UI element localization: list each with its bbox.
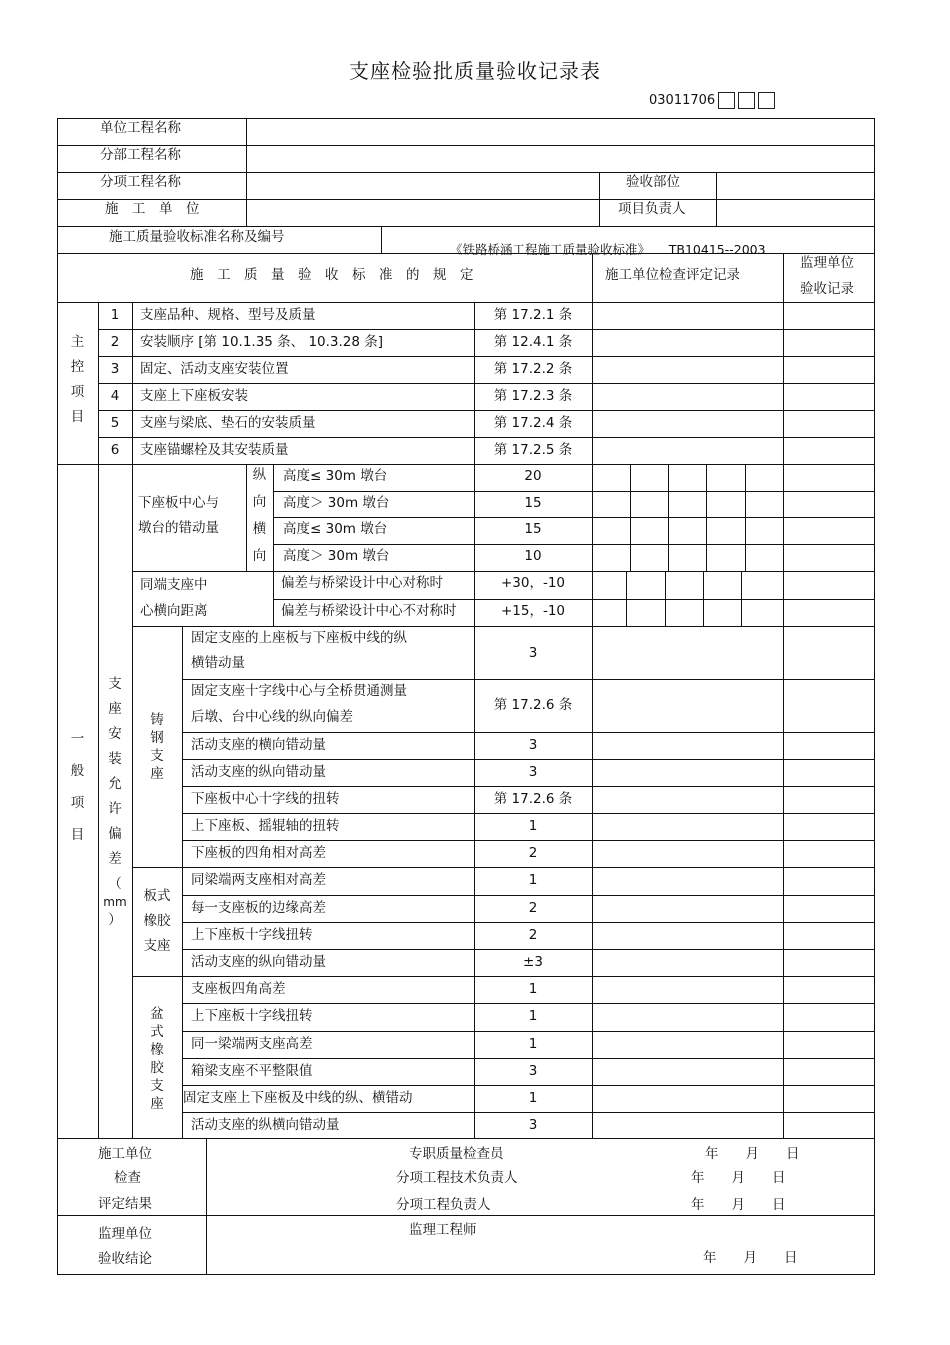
grid-line — [57, 464, 875, 465]
item-name: 横错动量 — [191, 655, 245, 671]
item-name: 支座锚螺栓及其安装质量 — [140, 442, 289, 458]
grid-line — [182, 732, 875, 733]
same-end-label: 心横向距离 — [140, 603, 208, 619]
construction-unit-footer-label: 评定结果 — [98, 1196, 152, 1212]
item-name: 下座板的四角相对高差 — [191, 845, 326, 861]
grid-line — [98, 410, 875, 411]
item-name: 活动支座的纵向错动量 — [191, 764, 326, 780]
standard-ref: 第 17.2.1 条 — [493, 307, 573, 323]
grid-line — [273, 599, 875, 600]
grid-line — [182, 1112, 875, 1113]
grid-line — [706, 464, 707, 571]
tolerance-value: 3 — [528, 1117, 538, 1133]
grid-line — [98, 329, 875, 330]
grid-line — [182, 922, 875, 923]
grid-line — [132, 571, 875, 572]
tolerance-value: 1 — [528, 818, 538, 834]
standard-ref: 第 17.2.5 条 — [493, 442, 573, 458]
supervise-column-header: 监理单位 — [800, 255, 854, 271]
item-name: 上下座板十字线扭转 — [191, 1008, 313, 1024]
basin-bearing-label: 胶 — [150, 1060, 164, 1076]
item-leader-label: 分项工程负责人 — [396, 1197, 491, 1213]
allowable-deviation-label: 座 — [108, 701, 122, 717]
grid-line — [246, 118, 247, 226]
item-name: 箱梁支座不平整限值 — [191, 1063, 313, 1079]
grid-line — [592, 253, 593, 302]
standard-ref: 第 17.2.3 条 — [493, 388, 573, 404]
item-name: 活动支座的纵横向错动量 — [191, 1117, 340, 1133]
tolerance-value: 1 — [528, 981, 538, 997]
code-checkbox[interactable] — [718, 92, 735, 109]
grid-line — [182, 1058, 875, 1059]
grid-line — [182, 1003, 875, 1004]
row-number: 2 — [110, 334, 120, 350]
supervision-footer-label: 监理单位 — [98, 1226, 152, 1242]
tolerance-value: 1 — [528, 1090, 538, 1106]
allowable-deviation-label: 支 — [108, 676, 122, 692]
grid-line — [182, 786, 875, 787]
rubber-plate-label: 橡胶 — [143, 913, 171, 929]
basin-bearing-label: 式 — [150, 1024, 164, 1040]
tolerance-value: +15，-10 — [500, 603, 566, 619]
unit-project-label: 单位工程名称 — [100, 120, 181, 136]
allowable-deviation-label: mm — [103, 895, 127, 909]
item-project-label: 分项工程名称 — [100, 174, 181, 190]
grid-line — [57, 199, 875, 200]
allowable-deviation-label: ） — [108, 912, 122, 928]
grid-line — [182, 1031, 875, 1032]
item-name: 同一梁端两支座高差 — [191, 1036, 313, 1052]
row-number: 1 — [110, 307, 120, 323]
tolerance-value: 3 — [528, 645, 538, 661]
direction-label: 横 — [252, 521, 267, 537]
tolerance-value: 3 — [528, 764, 538, 780]
acceptance-part-label: 验收部位 — [626, 174, 680, 190]
rubber-plate-label: 支座 — [143, 938, 171, 954]
spec-column-header: 施 工 质 量 验 收 标 准 的 规 定 — [190, 267, 474, 283]
date-placeholder: 年 月 日 — [705, 1146, 800, 1162]
grid-line — [745, 464, 746, 571]
grid-line — [98, 437, 875, 438]
grid-line — [98, 302, 875, 303]
grid-line — [57, 226, 875, 227]
main-items-label: 目 — [70, 409, 85, 425]
allowable-deviation-label: 装 — [108, 751, 122, 767]
allowable-deviation-label: 偏 — [108, 826, 122, 842]
grid-line — [132, 302, 133, 464]
item-name: 支座与梁底、垫石的安装质量 — [140, 415, 316, 431]
grid-line — [57, 145, 875, 146]
grid-line — [182, 949, 875, 950]
direction-label: 纵 — [252, 467, 267, 483]
grid-line — [668, 464, 669, 571]
grid-line — [132, 626, 875, 627]
grid-line — [665, 571, 666, 626]
cast-steel-label: 钢 — [150, 730, 164, 746]
item-name: 高度＞ 30m 墩台 — [283, 548, 390, 564]
row-number: 4 — [110, 388, 120, 404]
basin-bearing-label: 座 — [150, 1096, 164, 1112]
grid-line — [599, 172, 600, 226]
tolerance-value: 10 — [524, 548, 542, 564]
same-end-label: 同端支座中 — [140, 577, 208, 593]
item-name: 固定支座上下座板及中线的纵、横错动 — [183, 1090, 413, 1106]
date-placeholder: 年 月 日 — [691, 1197, 786, 1213]
tolerance-value: 第 17.2.6 条 — [493, 791, 573, 807]
tolerance-value: 1 — [528, 872, 538, 888]
item-name: 上下座板、摇辊轴的扭转 — [191, 818, 340, 834]
tolerance-value: 2 — [528, 927, 538, 943]
standard-label: 施工质量验收标准名称及编号 — [109, 229, 285, 245]
form-code-number: 03011706 — [649, 93, 716, 108]
standard-ref: 第 12.4.1 条 — [493, 334, 573, 350]
tolerance-value: 20 — [524, 468, 542, 484]
project-leader-label: 项目负责人 — [618, 201, 686, 217]
grid-line — [592, 302, 593, 464]
rubber-plate-label: 板式 — [143, 888, 171, 904]
item-name: 下座板中心十字线的扭转 — [191, 791, 340, 807]
engineer-label: 监理工程师 — [409, 1222, 477, 1238]
tolerance-value: 3 — [528, 1063, 538, 1079]
standard-value: 《铁路桥涵工程施工质量验收标准》 TB10415--2003 — [450, 242, 766, 257]
item-name: 活动支座的横向错动量 — [191, 737, 326, 753]
item-name: 高度＞ 30m 墩台 — [283, 495, 390, 511]
grid-line — [206, 1138, 207, 1275]
grid-line — [630, 464, 631, 571]
tolerance-value: 1 — [528, 1036, 538, 1052]
general-items-label: 一 — [70, 731, 85, 747]
tolerance-value: 15 — [524, 521, 542, 537]
basin-bearing-label: 橡 — [150, 1042, 164, 1058]
offset-label: 墩台的错动量 — [138, 520, 219, 536]
tolerance-value: 1 — [528, 1008, 538, 1024]
construction-unit-label: 施 工 单 位 — [105, 201, 200, 217]
offset-label: 下座板中心与 — [138, 495, 219, 511]
cast-steel-label: 铸 — [150, 712, 164, 728]
allowable-deviation-label: 安 — [108, 726, 122, 742]
tech-leader-label: 分项工程技术负责人 — [396, 1170, 518, 1186]
tolerance-value: 第 17.2.6 条 — [493, 697, 573, 713]
general-items-label: 项 — [70, 795, 85, 811]
row-number: 6 — [110, 442, 120, 458]
grid-line — [273, 491, 875, 492]
grid-line — [741, 571, 742, 626]
construction-unit-footer-label: 施工单位 — [98, 1146, 152, 1162]
allowable-deviation-label: 允 — [108, 776, 122, 792]
grid-line — [182, 895, 875, 896]
tolerance-value: ±3 — [523, 954, 543, 970]
grid-line — [132, 976, 875, 977]
tolerance-value: +30，-10 — [500, 575, 566, 591]
item-name: 固定、活动支座安装位置 — [140, 361, 289, 377]
item-name: 支座品种、规格、型号及质量 — [140, 307, 316, 323]
direction-label: 向 — [252, 494, 267, 510]
item-name: 固定支座十字线中心与全桥贯通测量 — [191, 683, 407, 699]
direction-label: 向 — [252, 548, 267, 564]
date-placeholder: 年 月 日 — [691, 1170, 786, 1186]
item-name: 固定支座的上座板与下座板中线的纵 — [191, 630, 407, 646]
item-name: 高度≤ 30m 墩台 — [283, 521, 388, 537]
item-name: 支座上下座板安装 — [140, 388, 248, 404]
grid-line — [182, 679, 875, 680]
sub-project-label: 分部工程名称 — [100, 147, 181, 163]
grid-line — [273, 517, 875, 518]
main-items-label: 项 — [70, 384, 85, 400]
grid-line — [381, 226, 382, 253]
grid-line — [57, 1138, 875, 1139]
date-placeholder: 年 月 日 — [703, 1250, 798, 1266]
item-name: 同梁端两支座相对高差 — [191, 872, 326, 888]
cast-steel-label: 支 — [150, 748, 164, 764]
grid-line — [182, 759, 875, 760]
grid-line — [132, 867, 875, 868]
grid-line — [182, 1085, 875, 1086]
code-checkbox[interactable] — [758, 92, 775, 109]
grid-line — [703, 571, 704, 626]
supervision-footer-label: 验收结论 — [98, 1251, 152, 1267]
grid-line — [98, 302, 99, 464]
general-items-label: 目 — [70, 827, 85, 843]
grid-line — [98, 464, 99, 1138]
construction-unit-footer-label: 检查 — [114, 1170, 141, 1186]
cast-steel-label: 座 — [150, 766, 164, 782]
grid-line — [783, 253, 784, 302]
grid-line — [592, 464, 593, 1138]
grid-line — [626, 571, 627, 626]
grid-line — [273, 571, 274, 626]
tolerance-value: 2 — [528, 845, 538, 861]
grid-line — [783, 302, 784, 1138]
item-name: 活动支座的纵向错动量 — [191, 954, 326, 970]
item-name: 高度≤ 30m 墩台 — [283, 468, 388, 484]
allowable-deviation-label: （ — [108, 876, 122, 892]
check-column-header: 施工单位检查评定记录 — [605, 267, 740, 283]
grid-line — [474, 302, 475, 464]
grid-line — [182, 840, 875, 841]
item-name: 上下座板十字线扭转 — [191, 927, 313, 943]
tolerance-value: 15 — [524, 495, 542, 511]
item-name: 支座板四角高差 — [191, 981, 286, 997]
allowable-deviation-label: 差 — [108, 851, 122, 867]
row-number: 5 — [110, 415, 120, 431]
grid-line — [716, 172, 717, 226]
item-name: 偏差与桥梁设计中心对称时 — [281, 575, 443, 591]
supervise-column-header: 验收记录 — [800, 281, 854, 297]
row-number: 3 — [110, 361, 120, 377]
tolerance-value: 3 — [528, 737, 538, 753]
main-items-label: 主 — [70, 334, 85, 350]
page-title: 支座检验批质量验收记录表 — [349, 59, 601, 83]
grid-line — [57, 1215, 875, 1216]
standard-ref: 第 17.2.4 条 — [493, 415, 573, 431]
tolerance-value: 2 — [528, 900, 538, 916]
grid-line — [98, 356, 875, 357]
standard-ref: 第 17.2.2 条 — [493, 361, 573, 377]
item-name: 后墩、台中心线的纵向偏差 — [191, 709, 353, 725]
item-name: 偏差与桥梁设计中心不对称时 — [281, 603, 457, 619]
basin-bearing-label: 支 — [150, 1078, 164, 1094]
inspector-label: 专职质量检查员 — [409, 1146, 504, 1162]
basin-bearing-label: 盆 — [150, 1006, 164, 1022]
grid-line — [57, 172, 875, 173]
grid-line — [273, 464, 274, 571]
grid-line — [273, 544, 875, 545]
grid-line — [98, 383, 875, 384]
form-code — [649, 92, 775, 109]
code-checkbox[interactable] — [738, 92, 755, 109]
allowable-deviation-label: 许 — [108, 801, 122, 817]
item-name: 安装顺序 [第 10.1.35 条、 10.3.28 条] — [140, 334, 384, 350]
item-name: 每一支座板的边缘高差 — [191, 900, 326, 916]
grid-line — [182, 626, 183, 1138]
main-items-label: 控 — [70, 359, 85, 375]
general-items-label: 般 — [70, 763, 85, 779]
grid-line — [182, 813, 875, 814]
